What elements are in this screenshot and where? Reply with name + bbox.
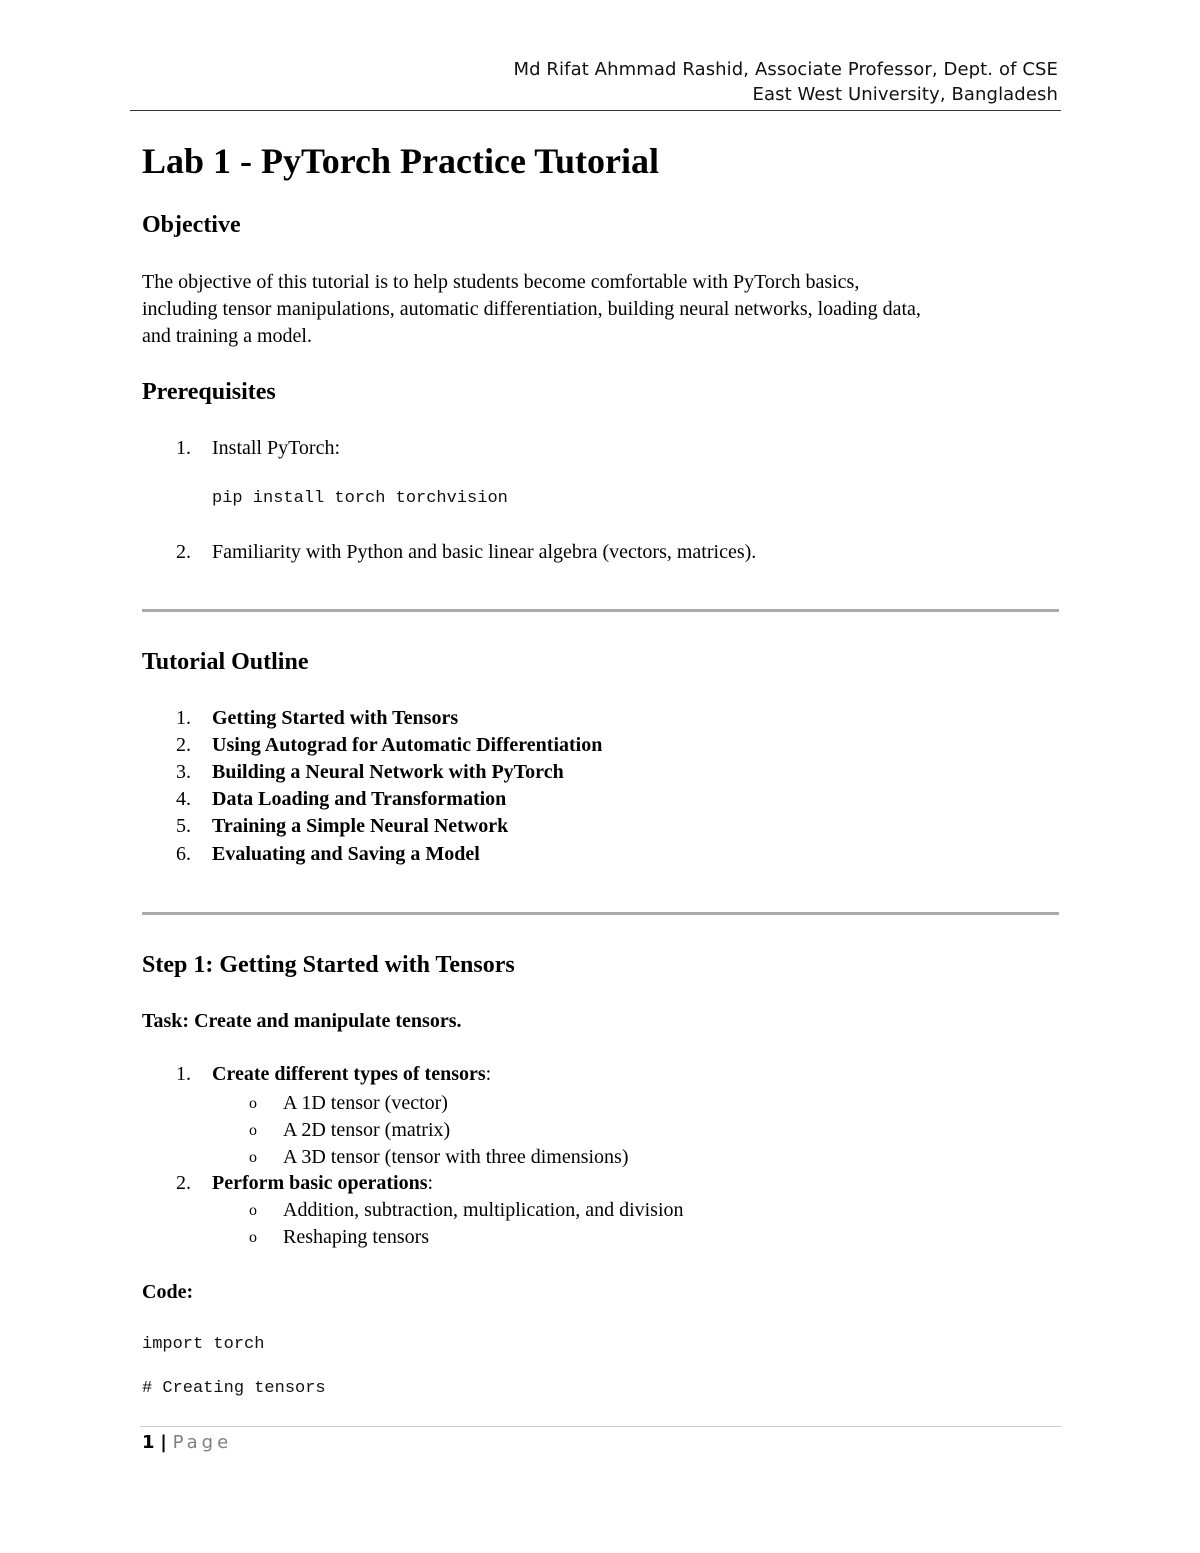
- header-university: East West University, Bangladesh: [752, 84, 1058, 105]
- bullet-icon: o: [249, 1095, 257, 1112]
- outline-item: Training a Simple Neural Network: [212, 815, 509, 837]
- prereq-number: 1.: [176, 437, 191, 459]
- prerequisites-heading: Prerequisites: [142, 379, 276, 405]
- step1-item-colon: :: [427, 1172, 434, 1194]
- section-divider: [142, 609, 1059, 612]
- footer-rule: [140, 1426, 1061, 1427]
- bullet-icon: o: [249, 1202, 257, 1219]
- outline-number: 3.: [176, 761, 191, 783]
- objective-line-1: The objective of this tutorial is to help students become comfortable with PyTorch basics,: [142, 271, 860, 293]
- step1-subitem: A 3D tensor (tensor with three dimensions): [283, 1146, 629, 1168]
- step1-item-operations: [212, 1172, 433, 1195]
- section-divider: [142, 912, 1059, 915]
- outline-number: 6.: [176, 843, 191, 865]
- outline-item: Using Autograd for Automatic Differentiation: [212, 734, 603, 756]
- footer-separator: |: [160, 1432, 167, 1453]
- prereq-item-familiarity: Familiarity with Python and basic linear algebra (vectors, matrices).: [212, 541, 757, 563]
- outline-item: Data Loading and Transformation: [212, 788, 507, 810]
- page-number: 1: [142, 1432, 155, 1453]
- header-author: Md Rifat Ahmmad Rashid, Associate Professor, Dept. of CSE: [513, 59, 1058, 80]
- outline-item: Building a Neural Network with PyTorch: [212, 761, 564, 783]
- page-footer: [142, 1432, 232, 1453]
- install-command: pip install torch torchvision: [212, 489, 508, 508]
- step1-item-colon: :: [485, 1063, 492, 1085]
- step1-subitem: Addition, subtraction, multiplication, and division: [283, 1199, 684, 1221]
- objective-heading: Objective: [142, 212, 241, 238]
- bullet-icon: o: [249, 1149, 257, 1166]
- step1-item-label: Create different types of tensors: [212, 1063, 486, 1085]
- step1-task: Task: Create and manipulate tensors.: [142, 1010, 462, 1032]
- outline-item: Getting Started with Tensors: [212, 707, 459, 729]
- objective-line-2: including tensor manipulations, automatic differentiation, building neural networks, loading data,: [142, 298, 921, 320]
- step1-heading: Step 1: Getting Started with Tensors: [142, 952, 515, 978]
- step1-subitem: A 1D tensor (vector): [283, 1092, 448, 1114]
- page-title: Lab 1 - PyTorch Practice Tutorial: [142, 141, 659, 181]
- prereq-number: 2.: [176, 541, 191, 563]
- step1-number: 1.: [176, 1063, 191, 1085]
- prereq-item-install: Install PyTorch:: [212, 437, 341, 459]
- step1-subitem: Reshaping tensors: [283, 1226, 430, 1248]
- outline-number: 1.: [176, 707, 191, 729]
- step1-item-create: [212, 1063, 491, 1086]
- bullet-icon: o: [249, 1122, 257, 1139]
- page-label: Page: [172, 1432, 233, 1453]
- step1-number: 2.: [176, 1172, 191, 1194]
- code-line: # Creating tensors: [142, 1379, 326, 1398]
- step1-item-label: Perform basic operations: [212, 1172, 428, 1194]
- outline-number: 5.: [176, 815, 191, 837]
- outline-item: Evaluating and Saving a Model: [212, 843, 480, 865]
- outline-heading: Tutorial Outline: [142, 649, 309, 675]
- code-label: Code:: [142, 1281, 194, 1303]
- objective-line-3: and training a model.: [142, 325, 312, 347]
- outline-number: 4.: [176, 788, 191, 810]
- bullet-icon: o: [249, 1229, 257, 1246]
- outline-number: 2.: [176, 734, 191, 756]
- code-line: import torch: [142, 1335, 265, 1354]
- step1-subitem: A 2D tensor (matrix): [283, 1119, 451, 1141]
- header-rule: [130, 110, 1061, 111]
